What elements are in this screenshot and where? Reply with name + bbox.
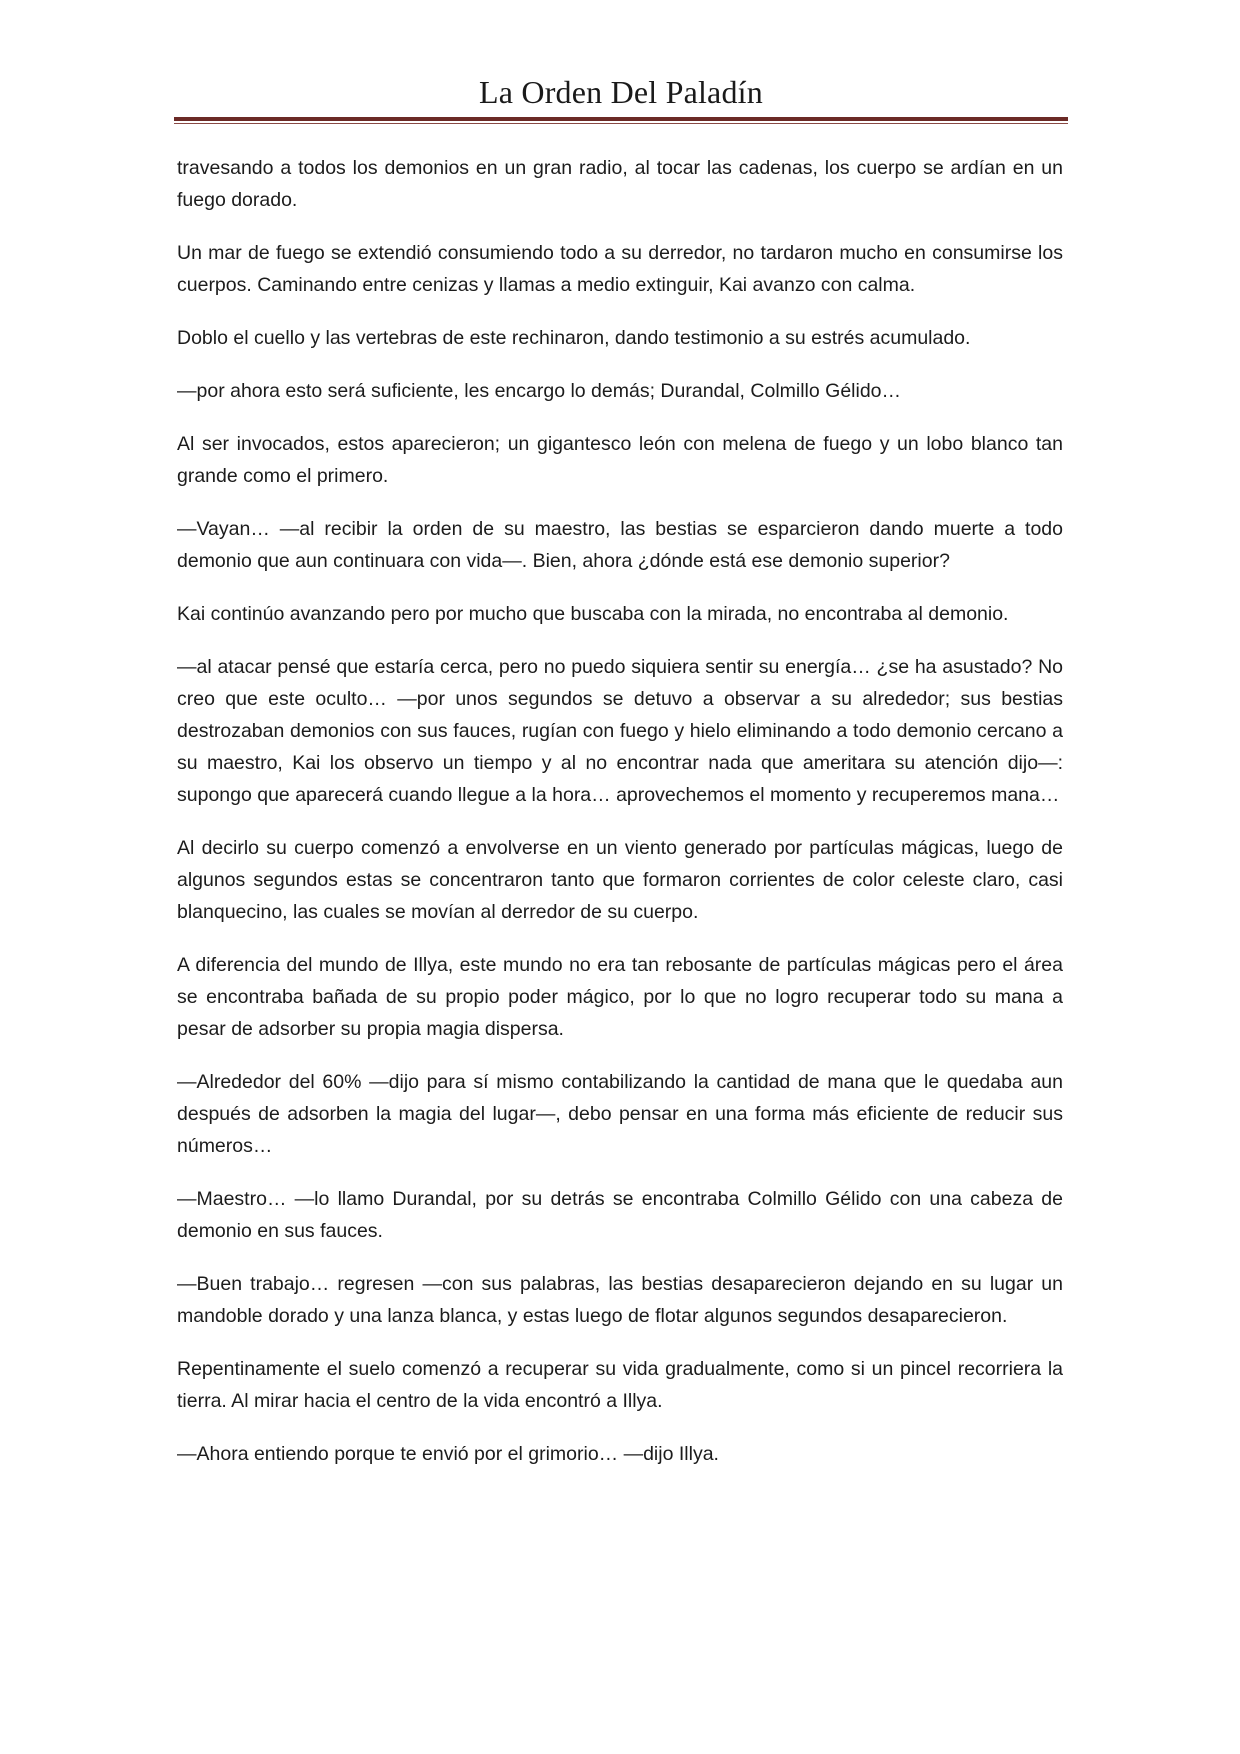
paragraph: —Maestro… —lo llamo Durandal, por su detrás se encontraba Colmillo Gélido con una cabeza de demonio en sus fauces. <box>177 1188 1063 1242</box>
header-rule <box>174 117 1068 121</box>
paragraph: Al ser invocados, estos aparecieron; un gigantesco león con melena de fuego y un lobo blanco tan grande como el primero. <box>177 433 1063 487</box>
paragraph: Al decirlo su cuerpo comenzó a envolverse en un viento generado por partículas mágicas, luego de algunos segundos estas se concentraron tanto que formaron corrientes de color celeste claro, casi blanquecino, las cuales se movían al derredor de su cuerpo. <box>177 837 1063 923</box>
paragraph: —Alrededor del 60% —dijo para sí mismo contabilizando la cantidad de mana que le quedaba aun después de adsorben la magia del lugar—, debo pensar en una forma más eficiente de reducir sus números… <box>177 1071 1063 1157</box>
paragraph: Repentinamente el suelo comenzó a recuperar su vida gradualmente, como si un pincel recorriera la tierra. Al mirar hacia el centro de la vida encontró a Illya. <box>177 1358 1063 1412</box>
paragraph: —por ahora esto será suficiente, les encargo lo demás; Durandal, Colmillo Gélido… <box>177 380 902 402</box>
paragraph: —Buen trabajo… regresen —con sus palabras, las bestias desaparecieron dejando en su lugar un mandoble dorado y una lanza blanca, y estas luego de flotar algunos segundos desaparecieron. <box>177 1273 1063 1327</box>
paragraph: travesando a todos los demonios en un gran radio, al tocar las cadenas, los cuerpo se ardían en un fuego dorado. <box>177 157 1063 211</box>
paragraph: Doblo el cuello y las vertebras de este rechinaron, dando testimonio a su estrés acumulado. <box>177 327 971 349</box>
running-header-title: La Orden Del Paladín <box>479 74 763 110</box>
paragraph: A diferencia del mundo de Illya, este mundo no era tan rebosante de partículas mágicas pero el área se encontraba bañada de su propio poder mágico, por lo que no logro recuperar todo su mana a pesar de adsorber su propia magia dispersa. <box>177 954 1063 1040</box>
header-rule-thin <box>174 123 1068 124</box>
paragraph: Un mar de fuego se extendió consumiendo todo a su derredor, no tardaron mucho en consumirse los cuerpos. Caminando entre cenizas y llamas a medio extinguir, Kai avanzo con calma. <box>177 242 1063 296</box>
paragraph: Kai continúo avanzando pero por mucho que buscaba con la mirada, no encontraba al demonio. <box>177 603 1009 625</box>
body-text <box>177 152 1063 1491</box>
paragraph: —Ahora entiendo porque te envió por el grimorio… —dijo Illya. <box>177 1443 719 1465</box>
paragraph: —al atacar pensé que estaría cerca, pero no puedo siquiera sentir su energía… ¿se ha asustado? No creo que este oculto… —por unos segundos se detuvo a observar a su alrededor; sus bestias destrozaban demonios con sus fauces, rugían con fuego y hielo eliminando a todo demonio cercano a su maestro, Kai los observo un tiempo y al no encontrar nada que ameritara su atención dijo—: supongo que aparecerá cuando llegue a la hora… aprovechemos el momento y recuperemos mana… <box>177 656 1063 806</box>
paragraph: —Vayan… —al recibir la orden de su maestro, las bestias se esparcieron dando muerte a todo demonio que aun continuara con vida—. Bien, ahora ¿dónde está ese demonio superior? <box>177 518 1063 572</box>
